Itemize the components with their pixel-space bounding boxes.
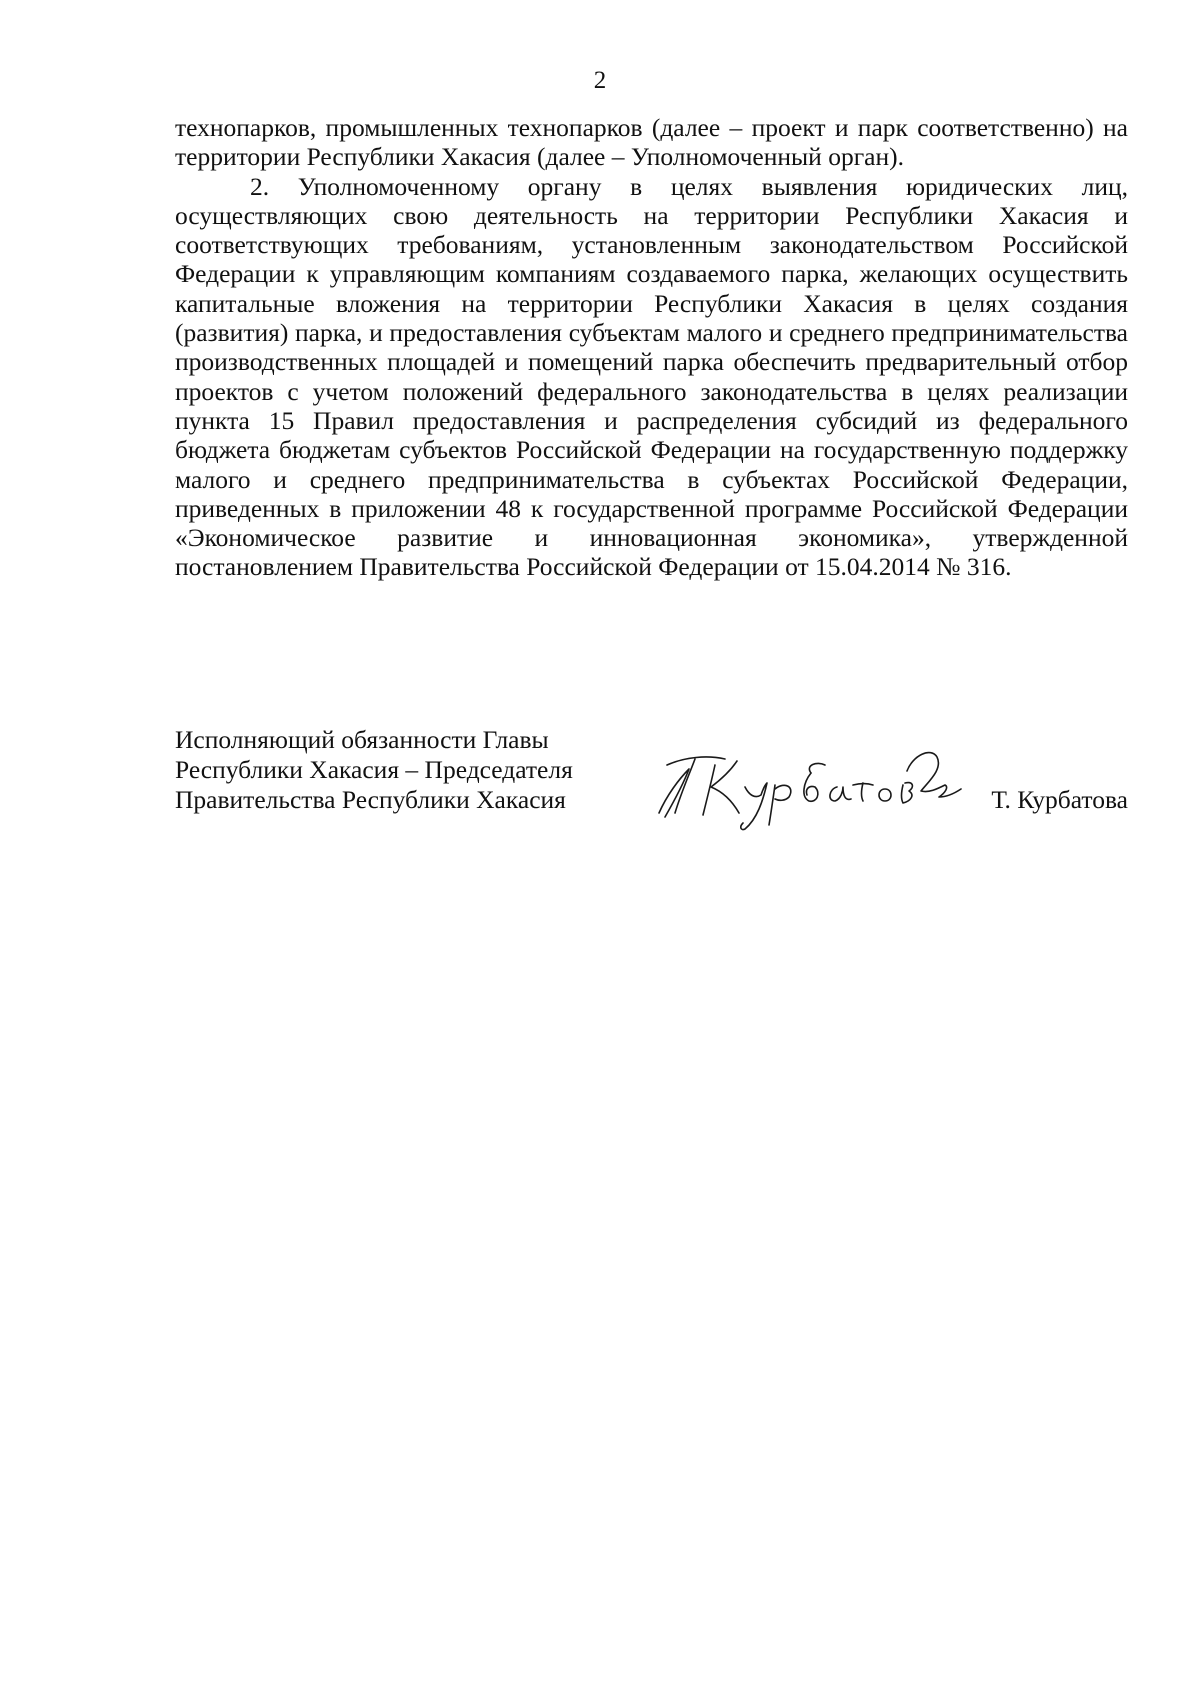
page-number: 2: [593, 67, 607, 94]
document-body: [175, 113, 1128, 582]
signature-block: [175, 725, 1128, 835]
signer-title-line: Исполняющий обязанности Главы: [175, 725, 549, 754]
signer-title-line: Правительства Республики Хакасия: [175, 785, 566, 814]
signer-name: Т. Курбатова: [991, 785, 1128, 814]
paragraph-continuation: технопарков, промышленных технопарков (далее – проект и парк соответственно) на территории Республики Хакасия (далее – Уполномоченный орган).: [175, 113, 1128, 172]
signer-title: [175, 725, 573, 815]
handwritten-signature: [645, 725, 965, 835]
paragraph-item-2: 2. Уполномоченному органу в целях выявления юридических лиц, осуществляющих свою деятельность на территории Республики Хакасия и соответствующих требованиям, установленным законодательством Российской Федерации к управляющим компаниям создаваемого парка, желающих осуществить капитальные вложения на территории Республики Хакасия в целях создания (развития) парка, и предоставления субъектам малого и среднего предпринимательства производственных площадей и помещений парка обеспечить предварительный отбор проектов с учетом положений федерального законодательства в целях реализации пункта 15 Правил предоставления и распределения субсидий из федерального бюджета бюджетам субъектов Российской Федерации на государственную поддержку малого и среднего предпринимательства в субъектах Российской Федерации, приведенных в приложении 48 к государственной программе Российской Федерации «Экономическое развитие и инновационная экономика», утвержденной постановлением Правительства Российской Федерации от 15.04.2014 № 316.: [175, 171, 1128, 582]
signer-title-line: Республики Хакасия – Председателя: [175, 755, 573, 784]
